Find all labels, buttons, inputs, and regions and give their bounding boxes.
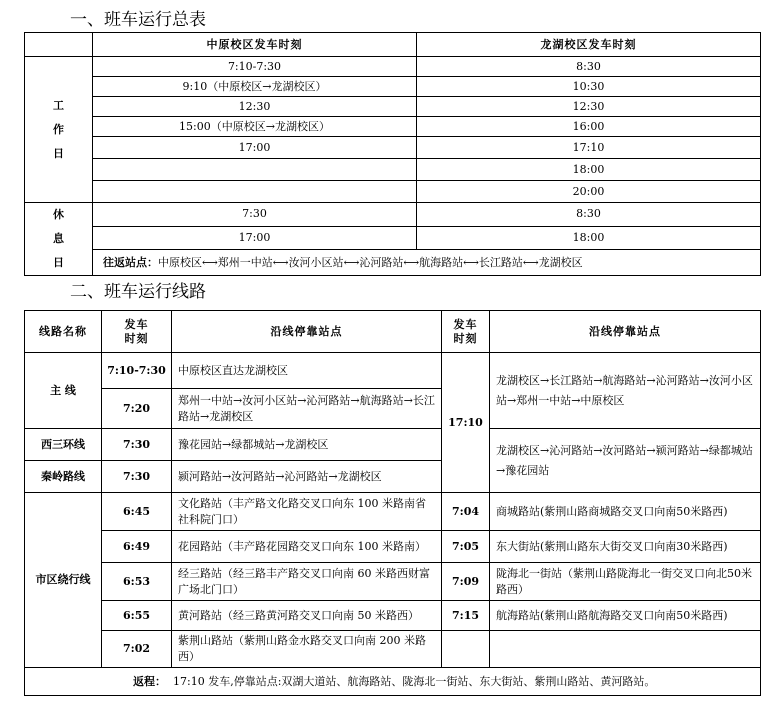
stops-cell: 花园路站（丰产路花园路交叉口向东 100 米路南） [172,531,442,563]
stops-cell: 龙湖校区→长江路站→航海路站→沁河路站→汝河小区站→郑州一中站→中原校区 [490,353,761,429]
work-cell: 7:10-7:30 [93,57,417,77]
time-cell: 7:10-7:30 [102,353,172,389]
col-longhu-header: 龙湖校区发车时刻 [417,33,761,57]
routes-table [24,310,761,696]
work-cell: 17:00 [93,137,417,159]
work-cell: 12:30 [417,97,761,117]
stop: 航海路站 [419,255,464,269]
summary-table [24,32,761,276]
double-arrow-icon: ⟷ [343,255,360,269]
double-arrow-icon: ⟷ [463,255,479,269]
section-title-summary: 一、班车运行总表 [70,10,206,30]
stop: 沁河路站 [359,255,404,269]
double-arrow-icon: ⟷ [522,255,539,269]
stops-cell: 经三路站（经三路丰产路交叉口向南 60 米路西财富广场北门口） [172,563,442,601]
time-cell [442,631,490,668]
stops-cell [490,631,761,668]
stops-cell: 豫花园站→绿都城站→龙湖校区 [172,429,442,461]
round-trip-stops [93,250,761,276]
stop: 郑州一中站 [217,255,273,269]
time-cell: 7:09 [442,563,490,601]
stops-header: 沿线停靠站点 [172,311,442,353]
stop: 龙湖校区 [538,255,583,269]
stop: 中原校区 [158,255,202,269]
work-cell [93,159,417,181]
time-cell: 6:55 [102,601,172,631]
work-cell: 15:00（中原校区→龙湖校区） [93,117,417,137]
double-arrow-icon: ⟷ [403,255,420,269]
work-cell: 9:10（中原校区→龙湖校区） [93,77,417,97]
holiday-label: 休 息 日 [25,203,93,276]
return-label: 返程： [133,674,166,688]
time-cell: 7:04 [442,493,490,531]
holiday-cell: 8:30 [417,203,761,227]
stops-cell: 郑州一中站→汝河小区站→沁河路站→航海路站→长江路站→龙湖校区 [172,389,442,429]
col-zhongyuan-header: 中原校区发车时刻 [93,33,417,57]
stops-cell: 紫荆山路站（紫荆山路金水路交叉口向南 200 米路西） [172,631,442,668]
departure-header-2: 发车 时刻 [442,311,490,353]
time-cell: 6:45 [102,493,172,531]
route-main: 主 线 [25,353,102,429]
stop: 长江路站 [478,255,523,269]
time-cell: 7:30 [102,461,172,493]
stops-cell: 文化路站（丰产路文化路交叉口向东 100 米路南省社科院门口） [172,493,442,531]
return-text: 17:10 发车,停靠站点:双湖大道站、航海路站、陇海北一街站、东大街站、紫荆山路站、黄河路站。 [173,674,656,688]
route-qinling: 秦岭路线 [25,461,102,493]
return-time: 17:10 [442,353,490,493]
stops-cell: 陇海北一街站（紫荆山路陇海北一街交叉口向北50米路西） [490,563,761,601]
holiday-cell: 7:30 [93,203,417,227]
double-arrow-icon: ⟷ [202,255,218,269]
work-cell: 18:00 [417,159,761,181]
work-cell [93,181,417,203]
stops-cell: 颍河路站→汝河路站→沁河路站→龙湖校区 [172,461,442,493]
time-cell: 7:15 [442,601,490,631]
double-arrow-icon: ⟷ [272,255,289,269]
route-name-header: 线路名称 [25,311,102,353]
stop: 汝河小区站 [288,255,344,269]
time-cell: 6:53 [102,563,172,601]
time-cell: 7:05 [442,531,490,563]
section-title-routes: 二、班车运行线路 [70,282,206,302]
time-cell: 6:49 [102,531,172,563]
stops-label: 往返站点： [103,255,158,269]
stops-cell: 商城路站(紫荆山路商城路交叉口向南50米路西) [490,493,761,531]
work-cell: 17:10 [417,137,761,159]
route-city: 市区绕行线 [25,493,102,668]
stops-header-2: 沿线停靠站点 [490,311,761,353]
work-cell: 10:30 [417,77,761,97]
return-note [25,668,761,696]
time-cell: 7:02 [102,631,172,668]
stops-cell: 东大街站(紫荆山路东大街交叉口向南30米路西) [490,531,761,563]
work-cell: 20:00 [417,181,761,203]
stops-cell: 黄河路站（经三路黄河路交叉口向南 50 米路西） [172,601,442,631]
work-cell: 12:30 [93,97,417,117]
work-cell: 16:00 [417,117,761,137]
work-cell: 8:30 [417,57,761,77]
time-cell: 7:20 [102,389,172,429]
stops-cell: 龙湖校区→沁河路站→汝河路站→颍河路站→绿都城站→豫花园站 [490,429,761,493]
workday-label: 工 作 日 [25,57,93,203]
stops-cell: 中原校区直达龙湖校区 [172,353,442,389]
stops-cell: 航海路站(紫荆山路航海路交叉口向南50米路西) [490,601,761,631]
departure-header: 发车 时刻 [102,311,172,353]
route-west: 西三环线 [25,429,102,461]
holiday-cell: 18:00 [417,226,761,250]
time-cell: 7:30 [102,429,172,461]
holiday-cell: 17:00 [93,226,417,250]
